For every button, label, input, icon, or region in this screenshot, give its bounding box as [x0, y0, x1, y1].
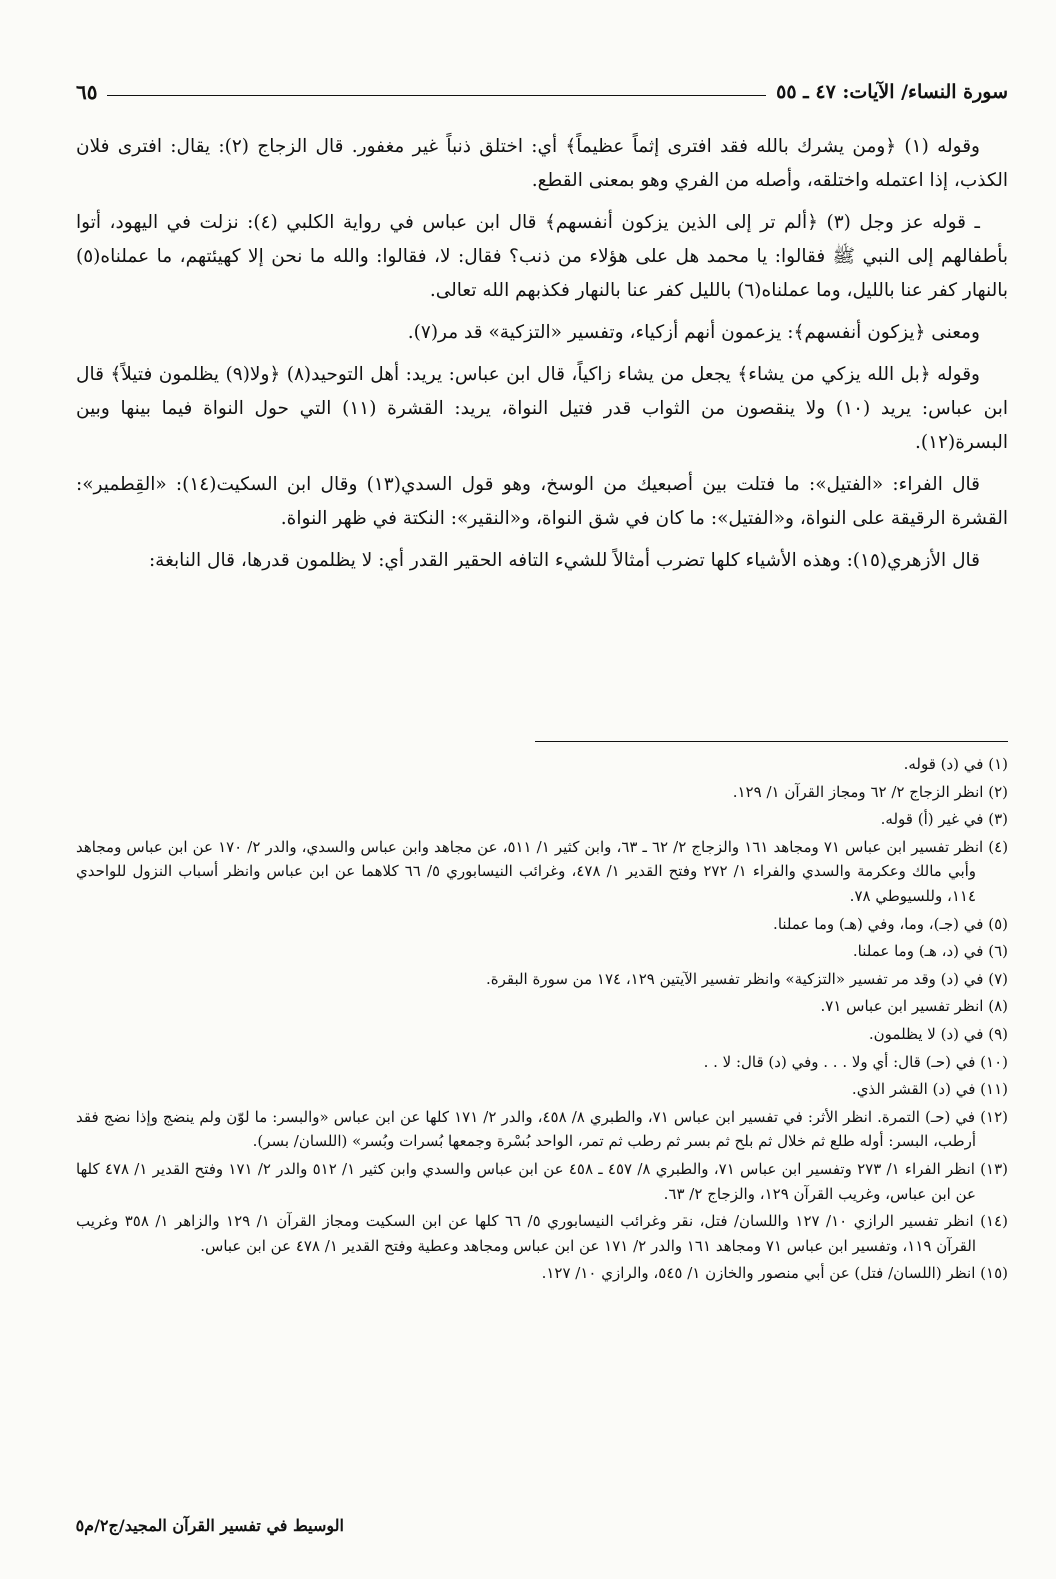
footnote: (١٠) في (حـ) قال: أي ولا . . . وفي (د) قال: لا . .: [703, 1052, 1008, 1071]
page-footer: الوسيط في تفسير القرآن المجيد/ج٢/م٥: [75, 1516, 344, 1535]
footnotes: [76, 752, 1008, 1289]
footnote: (٢) انظر الزجاج ٢/ ٦٢ ومجاز القرآن ١/ ١٢٩.: [732, 782, 1008, 801]
running-title: سورة النساء/ الآيات: ٤٧ ـ ٥٥: [776, 81, 1008, 103]
paragraph: وقوله ﴿بل الله يزكي من يشاء﴾ يجعل من يشاء زاكياً، قال ابن عباس: يريد: أهل التوحيد(٨) ﴿ولا(٩) يظلمون فتيلاً﴾ قال ابن عباس: يريد (١٠) ولا ينقصون من الثواب قدر فتيل النواة، يريد: القشرة (١١) التي حول النواة فيما بينها وبين البسرة(١٢).: [76, 364, 1008, 453]
footnote-rule: [535, 741, 1008, 742]
footnote: (٤) انظر تفسير ابن عباس ٧١ ومجاهد ١٦١ والزجاج ٢/ ٦٢ ـ ٦٣، وابن كثير ١/ ٥١١، عن مجاهد وابن عباس والسدي، والدر ٢/ ١٧٠ عن ابن عباس ومجاهد وأبي مالك وعكرمة والسدي والفراء ١/ ٢٧٢ وفتح القدير ١/ ٤٧٨، وغرائب النيسابوري ٥/ ٦٦ كلاهما عن ابن عباس وانظر أسباب النزول للواحدي ١١٤، وللسيوطي ٧٨.: [76, 837, 1009, 905]
main-text: [76, 130, 1008, 586]
paragraph: قال الأزهري(١٥): وهذه الأشياء كلها تضرب أمثالاً للشيء التافه الحقير القدر أي: لا يظلمون قدرها، قال النابغة:: [148, 550, 980, 571]
header-rule: [107, 95, 766, 96]
footnote: (٦) في (د، هـ) وما عملنا.: [852, 942, 1008, 961]
footnote: (١٢) في (حـ) التمرة. انظر الأثر: في تفسير ابن عباس ٧١، والطبري ٨/ ٤٥٨، والدر ٢/ ١٧١ كلها عن ابن عباس «والبسر: ما لوّن ولم ينضج وإذا نضج فقد أرطب، البسر: أوله طلع ثم خلال ثم بلح ثم بسر ثم رطب ثم تمر، الواحد بُسْرة وجمعها بُسرات وبُسر» (اللسان/ بسر).: [76, 1107, 1008, 1151]
page-number: ٦٥: [76, 80, 98, 104]
footnote: (١٤) انظر تفسير الرازي ١٠/ ١٢٧ واللسان/ فتل، نقر وغرائب النيسابوري ٥/ ٦٦ كلها عن ابن السكيت ومجاز القرآن ١/ ١٢٩ والزاهر ١/ ٣٥٨ وغريب القرآن ١١٩، وتفسير ابن عباس ٧١ ومجاهد ١٦١ والدر ٢/ ١٧١ عن ابن عباس ومجاهد وعطية وفتح القدير ١/ ٤٧٨ عن ابن عباس.: [76, 1212, 1008, 1255]
paragraph: ومعنى ﴿يزكون أنفسهم﴾: يزعمون أنهم أزكياء، وتفسير «التزكية» قد مر(٧).: [407, 322, 980, 343]
footnote: (٣) في غير (أ) قوله.: [880, 810, 1008, 829]
footnote: (١٥) انظر (اللسان/ فتل) عن أبي منصور والخازن ١/ ٥٤٥، والرازي ١٠/ ١٢٧.: [541, 1264, 1008, 1283]
paragraph: ـ قوله عز وجل (٣) ﴿ألم تر إلى الذين يزكون أنفسهم﴾ قال ابن عباس في رواية الكلبي (٤): نزلت في اليهود، أتوا بأطفالهم إلى النبي ﷺ فقالوا: يا محمد هل على هؤلاء من ذنب؟ فقال: لا، فقالوا: والله ما نحن إلا كهيئتهم، ما عملناه(٥) بالنهار كفر عنا بالليل، وما عملناه(٦) بالليل كفر عنا بالنهار فكذبهم الله تعالى.: [76, 212, 1008, 301]
footnote: (٧) في (د) وقد مر تفسير «التزكية» وانظر تفسير الآيتين ١٢٩، ١٧٤ من سورة البقرة.: [485, 969, 1008, 988]
paragraph: وقوله (١) ﴿ومن يشرك بالله فقد افترى إثماً عظيماً﴾ أي: اختلق ذنباً غير مغفور. قال الزجاج (٢): يقال: افترى فلان الكذب، إذا اعتمله واختلقه، وأصله من الفري وهو بمعنى القطع.: [76, 136, 1008, 191]
footnote: (١) في (د) قوله.: [903, 755, 1008, 773]
page-header: [76, 74, 1008, 110]
footnote: (٥) في (جـ)، وما، وفي (هـ) وما عملنا.: [773, 914, 1008, 933]
footnote: (٩) في (د) لا يظلمون.: [868, 1024, 1008, 1043]
footnote: (٨) انظر تفسير ابن عباس ٧١.: [820, 997, 1008, 1016]
footnote: (١١) في (د) القشر الذي.: [851, 1080, 1008, 1099]
paragraph: قال الفراء: «الفتيل»: ما فتلت بين أصبعيك من الوسخ، وهو قول السدي(١٣) وقال ابن السكيت(١٤): «القِطمير»: القشرة الرقيقة على النواة، و«الفتيل»: ما كان في شق النواة، و«النقير»: النكتة في ظهر النواة.: [76, 474, 1008, 529]
footnote: (١٣) انظر الفراء ١/ ٢٧٣ وتفسير ابن عباس ٧١، والطبري ٨/ ٤٥٧ ـ ٤٥٨ عن ابن عباس والسدي وابن كثير ١/ ٥١٢ والدر ٢/ ١٧١ وفتح القدير ١/ ٤٧٨ كلها عن ابن عباس، وغريب القرآن ١٢٩، والزجاج ٢/ ٦٣.: [76, 1159, 1008, 1203]
